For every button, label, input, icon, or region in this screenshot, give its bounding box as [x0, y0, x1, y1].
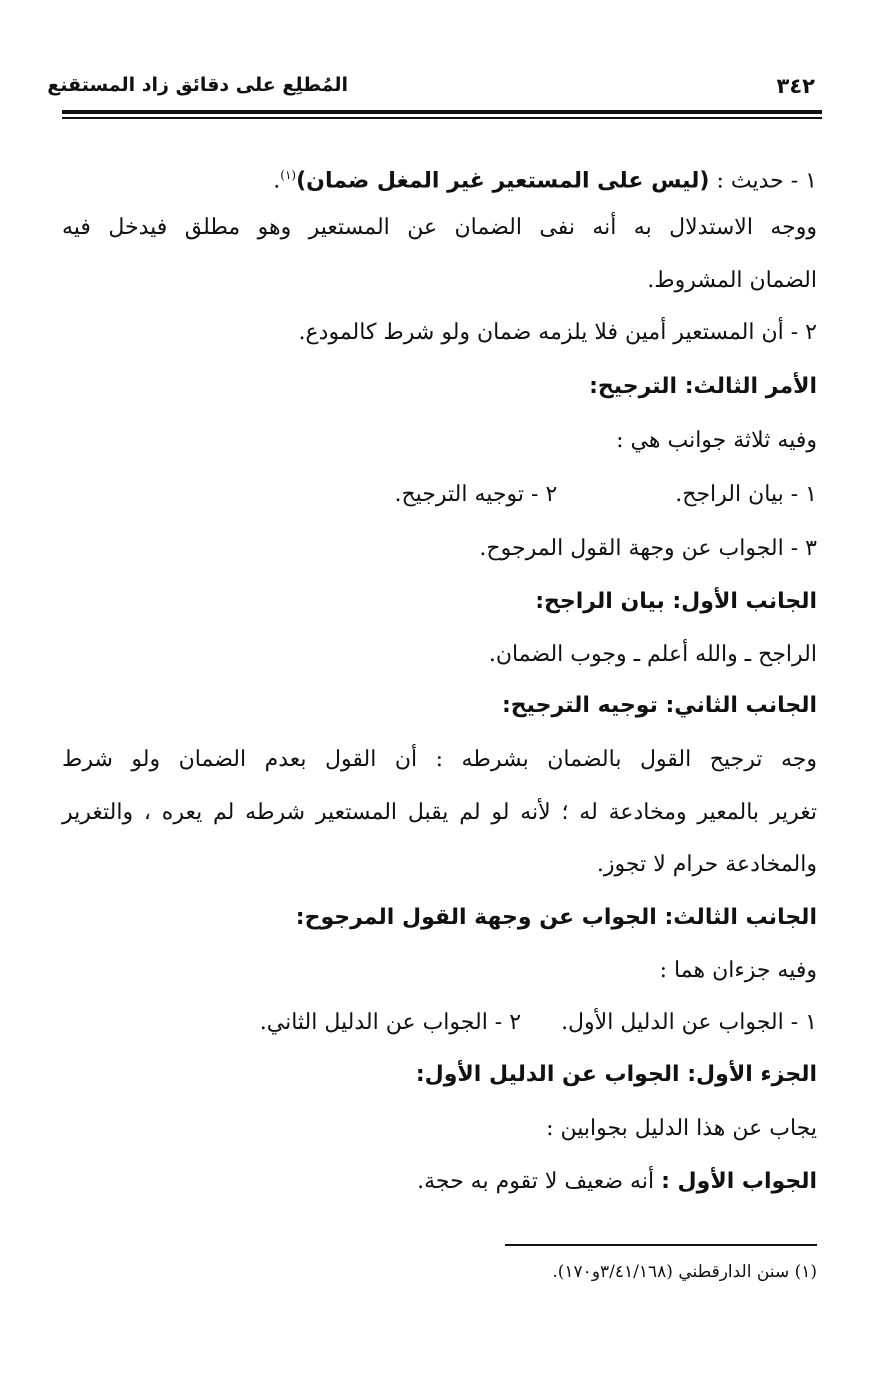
answer-1-label: الجواب الأول : — [661, 1169, 817, 1194]
paragraph-2-line-3: والمخادعة حرام لا تجوز. — [596, 852, 817, 877]
page-number: ٣٤٢ — [776, 74, 815, 98]
part-2: ٢ - الجواب عن الدليل الثاني. — [259, 1010, 522, 1035]
hadith-end: . — [273, 168, 281, 194]
heading-aspect-3: الجانب الثالث: الجواب عن وجهة القول المرجوح: — [295, 905, 817, 930]
running-title: المُطلِع على دقائق زاد المستقنع — [47, 74, 348, 96]
answer-1-text: أنه ضعيف لا تقوم به حجة. — [417, 1169, 662, 1194]
three-aspects-intro: وفيه ثلاثة جوانب هي : — [616, 428, 817, 453]
paragraph-1-line-1: ووجه الاستدلال به أنه نفى الضمان عن المستعير وهو مطلق فيدخل فيه — [62, 215, 817, 240]
hadith-text: (ليس على المستعير غير المغل ضمان) — [296, 168, 710, 194]
aspects-row — [62, 480, 817, 510]
point-2: ٢ - أن المستعير أمين فلا يلزمه ضمان ولو شرط كالمودع. — [298, 320, 817, 345]
header-rule-thin — [62, 117, 822, 119]
aspect-2: ٢ - توجيه الترجيح. — [394, 482, 558, 507]
part-1: ١ - الجواب عن الدليل الأول. — [561, 1010, 817, 1035]
parts-row — [62, 1008, 817, 1038]
heading-third-matter: الأمر الثالث: الترجيح: — [589, 374, 817, 399]
footnote-ref: (١) — [280, 168, 297, 182]
paragraph-1-line-2: الضمان المشروط. — [647, 268, 817, 293]
aspect-1: ١ - بيان الراجح. — [675, 482, 817, 507]
two-answers-intro: يجاب عن هذا الدليل بجوابين : — [546, 1116, 817, 1141]
hadith-line — [62, 160, 817, 196]
heading-aspect-1: الجانب الأول: بيان الراجح: — [535, 589, 817, 614]
footnote-rule — [505, 1244, 817, 1246]
aspect-3: ٣ - الجواب عن وجهة القول المرجوح. — [479, 536, 817, 561]
answer-1 — [62, 1167, 817, 1197]
paragraph-2-line-2: تغرير بالمعير ومخادعة له ؛ لأنه لو لم يقبل المستعير شرطه لم يعره ، والتغرير — [62, 800, 817, 825]
paragraph-2-line-1: وجه ترجيح القول بالضمان بشرطه : أن القول بعدم الضمان ولو شرط — [62, 747, 817, 772]
hadith-prefix: ١ - حديث : — [709, 168, 817, 194]
heading-part-1: الجزء الأول: الجواب عن الدليل الأول: — [415, 1062, 817, 1087]
header-rule-thick — [62, 110, 822, 114]
two-parts-intro: وفيه جزءان هما : — [659, 958, 817, 983]
heading-aspect-2: الجانب الثاني: توجيه الترجيح: — [502, 693, 817, 718]
preferred-opinion: الراجح ـ والله أعلم ـ وجوب الضمان. — [488, 642, 817, 667]
footnote: (١) سنن الدارقطني (٣/٤١/١٦٨و١٧٠). — [552, 1262, 817, 1282]
